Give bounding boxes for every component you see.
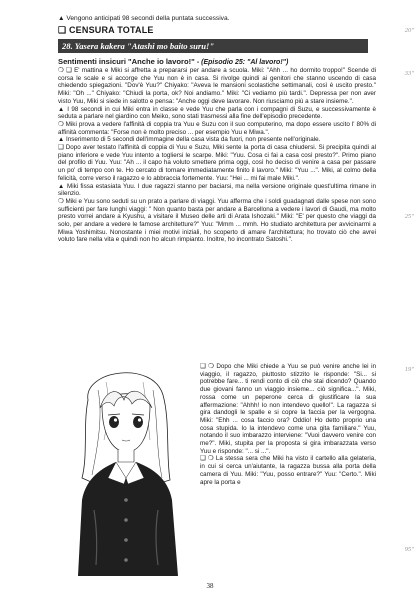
paragraph: ❍ Miki e Yuu sono seduti su un prato a parlare di viaggi. Yuu afferma che i soldi guadagnati dalle spese non sono sufficienti per fare lunghi viaggi: " Non quanto basta per andare a Barcellona a vedere i lavori di Gaudi, ma molto presto vorrei andare a Kyushu, a visitare il Museo delle arti di Arata Ishozaki." Miki: "E' per questo che viaggi da solo, per andare a vedere le famose architetture?" Yuu: "Mmm ... mmh. Ho studiato architettura per avvicinarmi a Miwa Yoshimitsu. Nonostante i miei motivi iniziali, ho scoperto di amare l'architettura; ho trovato ciò che avrei voluto fare nella vita e quindi non ho alcun rimpianto. Inoltre, ho incontrato Satoshi.". (58, 197, 376, 244)
paragraph: ▲ Inserimento di 5 secondi dell'immagine della casa vista da fuori, non presente nell'originale. (58, 136, 321, 144)
paragraph: ▲ I 98 secondi in cui Miki entra in classe e vede Yuu che parla con i compagni di Suzu, e successivamente è seduta a parlare nel giardino con Meiko, sono stati trasmessi alla fine dell'episodio precedente. (58, 105, 376, 121)
censura-heading: ❑ CENSURA TOTALE (58, 25, 154, 35)
paragraph: ▲ Miki fissa estasiata Yuu. I due ragazzi stanno per baciarsi, ma nella versione originale quest'ultima rimane in silenzio. (58, 182, 376, 198)
page-number: 38 (206, 582, 214, 590)
body-text-right (200, 363, 376, 486)
anticipation-note: ▲ Vengono anticipati 98 secondi della puntata successiva. (58, 15, 230, 22)
section-banner: 28. Yasera kakera "Atashi mo baito suru!" (58, 39, 368, 53)
timecode: 19" (404, 366, 414, 373)
paragraph: ❍ Miki prova a vedere l'affinità di coppia tra Yuu e Suzu con il suo computerino, ma dopo essere uscito l' 80% di affinità commenta: "Forse non è molto preciso ... per esempio Yuu e Miwa.". (58, 120, 376, 136)
section-subtitle (58, 57, 376, 66)
paragraph: ❍ ❑ E' mattina e Miki si affretta a prepararsi per andare a scuola. Miki: "Ahh ... ho dormito troppo!" Scende di corsa le scale e si accorge che Yuu non è in casa. Si rivolge quindi ai genitori che stanno uscendo di casa chiedendo spiegazioni. "Dov'è Yuu?" Chiyako: "Aveva le mansioni scolastiche settimanali, così è uscito presto." Miki: "Oh ..." Chiyako: "Chiudi la porta, ok? Noi andiamo." Miki: "Ci vediamo più tardi.". Depressa per non aver visto Yuu, Miki si siede in salotto e pensa: "Anche oggi deve lavorare. Non riusciamo più a stare insieme.". (58, 67, 376, 105)
timecode: 95" (404, 546, 414, 553)
body-text-main (58, 67, 376, 244)
paragraph: ❑ Dopo aver testato l'affinità di coppia di Yuu e Suzu, Miki sente la porta di casa chiudersi. Si precipita quindi al piano inferiore e vede Yuu intento a togliersi le scarpe. Miki: "Yuu. Cosa ci fai a casa così presto?". Primo piano del profilo di Yuu. Yuu: "Ah ... il capo ha voluto smettere prima oggi, così ho deciso di venire a casa per passare un po' di tempo con te. Ho cercato di tornare immediatamente finito il lavoro." Miki: "Yuu ...". Miki, al colmo della felicità, corre verso il ragazzo e lo abbraccia fortemente. Yuu: "Hei ... mi fai male Miki.". (58, 144, 376, 182)
timecode: 25" (404, 213, 414, 220)
paragraph: ❑ ❍ Dopo che Miki chiede a Yuu se può venire anche lei in viaggio, il ragazzo, piuttosto stizzito le risponde: "Si... si potrebbe fare... ti rendi conto di ciò che stai dicendo? Quando due giovani fanno un viaggio insieme... ciò significa...". Miki, rossa come un peperone cerca di giustificare la sua affermazione: "Ahhh! Io non intendevo quello!". La ragazza si gira dandogli le spalle e si copre la faccia per la vergogna. Miki: "Ehh ... cosa faccio ora? Oddio! Ho detto proprio una cosa stupida. Io la intendevo come una gita familiare." Yuu, notando il suo imbarazzo interviene: "Vuoi davvero venire con me?". Miki, stupita per la proposta si gira imbarazzata verso Yuu e risponde: "... si ...". (200, 363, 376, 455)
subtitle-main: Sentimenti insicuri "Anche io lavoro!" (58, 57, 195, 66)
character-illustration (58, 360, 196, 576)
paragraph: ❑ ❍ La stessa sera che Miki ha visto il cartello alla gelateria, in cui si cerca un'aiutante, la ragazza bussa alla porta della camera di Yuu. Miki: "Yuu, posso entrare?" Yuu: "Certo.". Miki apre la porta e (200, 455, 376, 486)
subtitle-episode: - (Episodio 25: "Al lavoro!") (196, 59, 289, 66)
timecode: 20" (404, 27, 414, 34)
timecode: 33" (404, 70, 414, 77)
